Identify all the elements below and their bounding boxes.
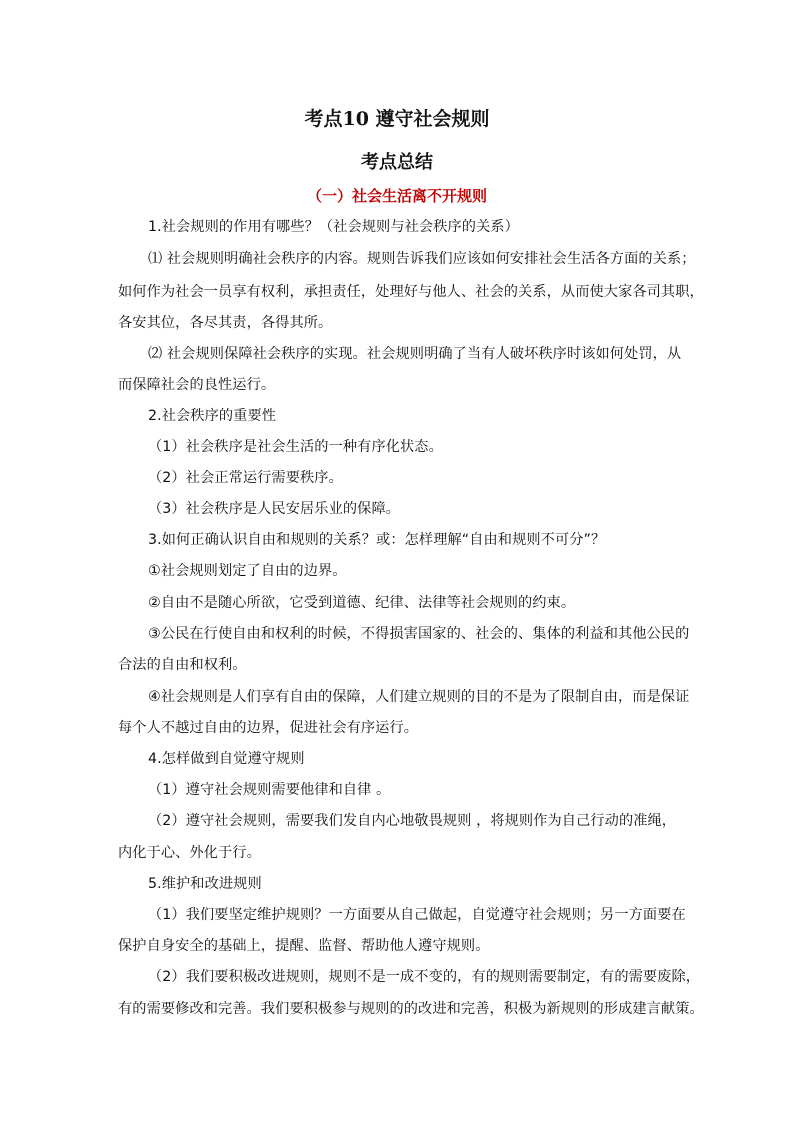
paragraph-line: 2.社会秩序的重要性 — [148, 408, 277, 424]
paragraph-line: （2）我们要积极改进规则，规则不是一成不变的，有的规则需要制定，有的需要废除， — [148, 969, 701, 985]
document-subtitle: 考点总结 — [361, 152, 433, 173]
paragraph-line: 3.如何正确认识自由和规则的关系？或：怎样理解“自由和规则不可分”？ — [148, 532, 606, 548]
paragraph-line: 5.维护和改进规则 — [148, 876, 262, 892]
paragraph-line: 1.社会规则的作用有哪些？（社会规则与社会秩序的关系） — [148, 219, 519, 235]
paragraph-line: （2）遵守社会规则，需要我们发自内心地敬畏规则 ，将规则作为自己行动的准绳， — [148, 813, 677, 829]
paragraph-line: 内化于心、外化于行。 — [118, 845, 261, 861]
paragraph-line: 合法的自由和权利。 — [118, 657, 247, 673]
paragraph-line: ④社会规则是人们享有自由的保障，人们建立规则的目的不是为了限制自由，而是保证 — [148, 689, 690, 705]
paragraph-line: ③公民在行使自由和权利的时候，不得损害国家的、社会的、集体的利益和其他公民的 — [148, 626, 690, 642]
paragraph-line: 而保障社会的良性运行。 — [118, 377, 276, 393]
paragraph-line: ⑴ 社会规则明确社会秩序的内容。规则告诉我们应该如何安排社会生活各方面的关系； — [148, 251, 696, 267]
section-heading: （一）社会生活离不开规则 — [306, 187, 487, 205]
paragraph-line: （3）社会秩序是人民安居乐业的保障。 — [148, 501, 401, 517]
paragraph-line: 4.怎样做到自觉遵守规则 — [148, 751, 305, 767]
paragraph-line: ⑵ 社会规则保障社会秩序的实现。社会规则明确了当有人破坏秩序时该如何处罚，从 — [148, 346, 682, 362]
paragraph-line: 各安其位，各尽其责，各得其所。 — [118, 315, 333, 331]
paragraph-line: ①社会规则划定了自由的边界。 — [148, 563, 347, 579]
document-title: 考点10 遵守社会规则 — [304, 108, 490, 130]
paragraph-line: （1）我们要坚定维护规则？一方面要从自己做起，自觉遵守社会规则；另一方面要在 — [148, 907, 686, 923]
paragraph-line: ②自由不是随心所欲，它受到道德、纪律、法律等社会规则的约束。 — [148, 595, 576, 611]
paragraph-line: 每个人不越过自由的边界，促进社会有序运行。 — [118, 720, 419, 736]
paragraph-line: 保护自身安全的基础上，提醒、监督、帮助他人遵守规则。 — [118, 938, 490, 954]
paragraph-line: （2）社会正常运行需要秩序。 — [148, 470, 343, 486]
paragraph-line: （1）社会秩序是社会生活的一种有序化状态。 — [148, 439, 443, 455]
paragraph-line: （1）遵守社会规则需要他律和自律 。 — [148, 782, 391, 798]
paragraph-line: 有的需要修改和完善。我们要积极参与规则的的改进和完善，积极为新规则的形成建言献策。 — [118, 1001, 704, 1017]
paragraph-line: 如何作为社会一员享有权利，承担责任，处理好与他人、社会的关系，从而使大家各司其职， — [118, 284, 704, 300]
